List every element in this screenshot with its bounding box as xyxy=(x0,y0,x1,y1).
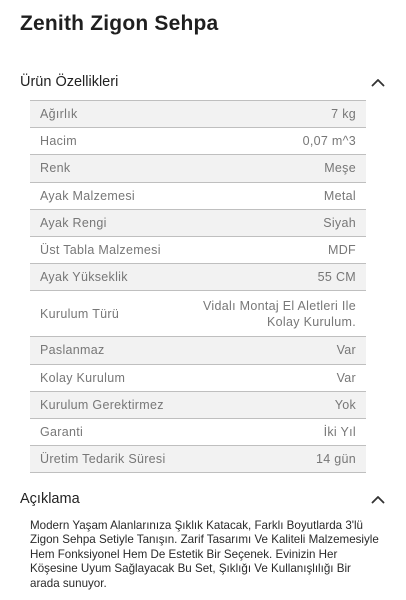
spec-row-garanti xyxy=(30,419,366,446)
spec-key: Kolay Kurulum xyxy=(40,370,126,385)
spec-key: Ayak Malzemesi xyxy=(40,188,135,203)
spec-key: Renk xyxy=(40,161,71,176)
description-section-header[interactable] xyxy=(20,487,386,511)
spec-row-ayak-malzemesi xyxy=(30,183,366,210)
spec-row-kolay-kurulum xyxy=(30,365,366,392)
spec-key: Hacim xyxy=(40,134,77,149)
chevron-up-icon[interactable] xyxy=(370,491,386,507)
spec-value: Yok xyxy=(334,397,356,412)
spec-key: Ayak Rengi xyxy=(40,215,107,230)
spec-value: 0,07 m^3 xyxy=(302,134,356,149)
spec-row-ayak-yukseklik xyxy=(30,264,366,291)
spec-key: Kurulum Türü xyxy=(40,306,120,321)
spec-key: Paslanmaz xyxy=(40,343,105,358)
features-section-title: Ürün Özellikleri xyxy=(20,74,119,90)
spec-key: Garanti xyxy=(40,424,84,439)
spec-value: 55 CM xyxy=(317,270,356,285)
features-section-header[interactable] xyxy=(20,70,386,94)
spec-value: Var xyxy=(336,343,356,358)
product-title: Zenith Zigon Sehpa xyxy=(20,12,219,35)
spec-row-hacim xyxy=(30,128,366,155)
spec-row-kurulum-gerektirmez xyxy=(30,392,366,419)
spec-table xyxy=(30,100,366,473)
spec-value: MDF xyxy=(328,243,356,258)
spec-key: Üst Tabla Malzemesi xyxy=(40,243,161,258)
spec-value: Meşe xyxy=(324,161,356,176)
spec-row-ust-tabla-malzemesi xyxy=(30,237,366,264)
spec-key: Kurulum Gerektirmez xyxy=(40,397,164,412)
chevron-up-icon[interactable] xyxy=(370,74,386,90)
spec-value: Metal xyxy=(323,188,356,203)
spec-row-renk xyxy=(30,155,366,182)
spec-value: 7 kg xyxy=(331,107,356,122)
spec-value: 14 gün xyxy=(315,452,356,467)
spec-row-kurulum-turu xyxy=(30,291,366,337)
spec-value: Var xyxy=(336,370,356,385)
spec-key: Ayak Yükseklik xyxy=(40,270,128,285)
spec-key: Üretim Tedarik Süresi xyxy=(40,452,166,467)
spec-value: İki Yıl xyxy=(323,424,356,439)
spec-row-uretim-tedarik-suresi xyxy=(30,446,366,473)
spec-row-paslanmaz xyxy=(30,337,366,364)
description-text: Modern Yaşam Alanlarınıza Şıklık Katacak, Farklı Boyutlarda 3'lü Zigon Sehpa Setiyle Tanışın. Zarif Tasarımı Ve Kaliteli Malzemesiyle Hem Fonksiyonel Hem De Estetik Bir Seçenek. Evinizin Her Köşesine Uyum Sağlayacak Bu Set, Şıklığı Ve Kullanışlılığı Bir arada sunuyor. xyxy=(30,519,379,590)
spec-row-ayak-rengi xyxy=(30,210,366,237)
spec-row-agirlik xyxy=(30,101,366,128)
description-section-title: Açıklama xyxy=(20,491,80,507)
spec-key: Ağırlık xyxy=(40,107,78,122)
spec-value: Siyah xyxy=(323,215,356,230)
spec-value: Vidalı Montaj El Aletleri Ile Kolay Kurulum. xyxy=(203,298,356,329)
